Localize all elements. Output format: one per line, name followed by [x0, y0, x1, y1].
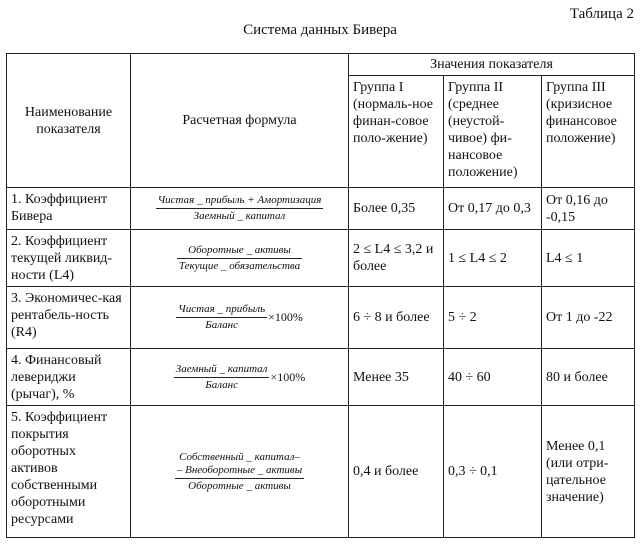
- table-row: [7, 230, 635, 287]
- formula: [131, 287, 349, 349]
- table-row: [7, 188, 635, 230]
- formula-numerator: Чистая _ прибыль: [176, 303, 267, 318]
- formula-denominator: Баланс: [205, 319, 238, 331]
- formula-numerator-line-1: Собственный _ капитал–: [179, 450, 300, 463]
- formula: [131, 230, 349, 287]
- table-row: [7, 287, 635, 349]
- row-name: 5. Коэффициент покрытия оборотных активов собственными оборотными ресурсами: [7, 406, 131, 538]
- header-name: Наименование показателя: [7, 54, 131, 188]
- header-formula: Расчетная формула: [131, 54, 349, 188]
- table-number: Таблица 2: [569, 6, 634, 22]
- formula-multiplier: ×100%: [268, 310, 303, 324]
- row-name: 4. Финансовый левериджи (рычаг), %: [7, 349, 131, 406]
- group-3-value: От 1 до -22: [542, 287, 635, 349]
- formula-numerator: Чистая _ прибыль + Амортизация: [156, 194, 324, 209]
- table-row: [7, 406, 635, 538]
- formula-numerator: Заемный _ капитал: [174, 363, 270, 378]
- row-name: 1. Коэффициент Бивера: [7, 188, 131, 230]
- row-name: 2. Коэффициент текущей ликвид-ности (L4): [7, 230, 131, 287]
- header-group-3: Группа III (кризисное финансовое положение): [542, 76, 635, 188]
- bivers-data-table: [6, 53, 635, 538]
- group-1-value: 2 ≤ L4 ≤ 3,2 и более: [349, 230, 444, 287]
- formula-numerator-line-2: – Внеоборотные _ активы: [176, 463, 303, 476]
- row-name: 3. Экономичес-кая рентабель-ность (R4): [7, 287, 131, 349]
- group-1-value: 0,4 и более: [349, 406, 444, 538]
- formula-multiplier: ×100%: [270, 369, 306, 384]
- formula: [131, 349, 349, 406]
- group-3-value: Менее 0,1 (или отри-цательное значение): [542, 406, 635, 538]
- group-3-value: 80 и более: [542, 349, 635, 406]
- formula: [131, 188, 349, 230]
- group-1-value: Менее 35: [349, 349, 444, 406]
- header-values: Значения показателя: [349, 54, 635, 76]
- formula-numerator: Оборотные _ активы: [177, 244, 302, 259]
- group-2-value: От 0,17 до 0,3: [444, 188, 542, 230]
- header-group-2: Группа II (среднее (неустой-чивое) фи-нансовое положение): [444, 76, 542, 188]
- group-3-value: L4 ≤ 1: [542, 230, 635, 287]
- formula-denominator: Заемный _ капитал: [193, 210, 286, 222]
- group-2-value: 1 ≤ L4 ≤ 2: [444, 230, 542, 287]
- table-row: [7, 349, 635, 406]
- formula-denominator: Текущие _ обязательства: [178, 259, 301, 272]
- formula-denominator: Баланс: [205, 378, 238, 391]
- group-2-value: 40 ÷ 60: [444, 349, 542, 406]
- group-3-value: От 0,16 до -0,15: [542, 188, 635, 230]
- group-1-value: Более 0,35: [349, 188, 444, 230]
- group-2-value: 5 ÷ 2: [444, 287, 542, 349]
- formula: [131, 406, 349, 538]
- header-group-1: Группа I (нормаль-ное финан-совое поло-жение): [349, 76, 444, 188]
- table-title: Система данных Бивера: [243, 22, 397, 38]
- group-2-value: 0,3 ÷ 0,1: [444, 406, 542, 538]
- formula-denominator: Оборотные _ активы: [188, 479, 291, 492]
- group-1-value: 6 ÷ 8 и более: [349, 287, 444, 349]
